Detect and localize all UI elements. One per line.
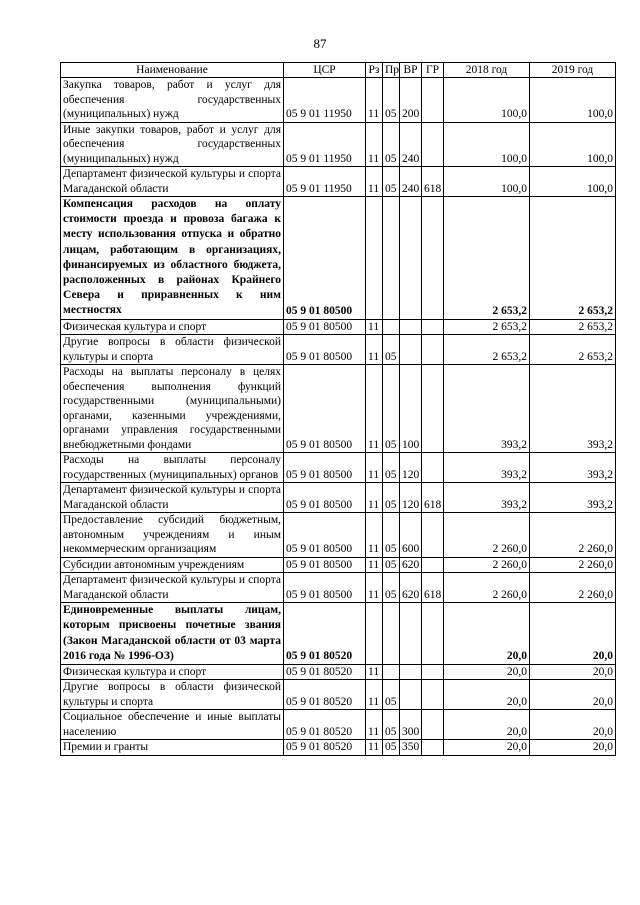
table-row xyxy=(61,122,616,167)
row-pr: 05 xyxy=(383,513,400,558)
row-rz: 11 xyxy=(366,365,383,453)
table-row xyxy=(61,335,616,365)
row-2019: 20,0 xyxy=(530,740,616,756)
row-pr: 05 xyxy=(383,710,400,740)
row-name: Иные закупки товаров, работ и услуг для обеспечения государственных (муниципальных) нужд xyxy=(61,122,284,167)
row-gr xyxy=(422,197,444,320)
row-rz xyxy=(366,603,383,665)
row-csr: 05 9 01 80520 xyxy=(284,680,366,710)
row-vr: 200 xyxy=(400,78,422,123)
row-name: Департамент физической культуры и спорта Магаданской области xyxy=(61,483,284,513)
row-name: Закупка товаров, работ и услуг для обеспечения государственных (муниципальных) нужд xyxy=(61,78,284,123)
row-csr: 05 9 01 80500 xyxy=(284,557,366,573)
row-csr: 05 9 01 80500 xyxy=(284,197,366,320)
row-rz: 11 xyxy=(366,573,383,603)
row-gr xyxy=(422,603,444,665)
row-name: Физическая культура и спорт xyxy=(61,319,284,335)
row-rz xyxy=(366,197,383,320)
row-2019: 20,0 xyxy=(530,710,616,740)
row-csr: 05 9 01 11950 xyxy=(284,167,366,197)
row-pr: 05 xyxy=(383,740,400,756)
row-rz: 11 xyxy=(366,453,383,483)
col-header-2018: 2018 год xyxy=(444,63,530,78)
row-pr: 05 xyxy=(383,557,400,573)
row-csr: 05 9 01 80520 xyxy=(284,710,366,740)
table-row xyxy=(61,603,616,665)
row-2019: 20,0 xyxy=(530,664,616,680)
row-vr xyxy=(400,680,422,710)
table-row xyxy=(61,513,616,558)
row-vr: 300 xyxy=(400,710,422,740)
table-row xyxy=(61,453,616,483)
row-2018: 20,0 xyxy=(444,710,530,740)
row-name: Другие вопросы в области физической культуры и спорта xyxy=(61,335,284,365)
row-vr: 620 xyxy=(400,557,422,573)
row-rz: 11 xyxy=(366,513,383,558)
row-name: Премии и гранты xyxy=(61,740,284,756)
row-rz: 11 xyxy=(366,710,383,740)
row-csr: 05 9 01 80500 xyxy=(284,365,366,453)
row-csr: 05 9 01 80500 xyxy=(284,453,366,483)
row-pr: 05 xyxy=(383,335,400,365)
row-name: Расходы на выплаты персоналу государственных (муниципальных) органов xyxy=(61,453,284,483)
row-2019: 393,2 xyxy=(530,483,616,513)
row-2019: 393,2 xyxy=(530,365,616,453)
table-row xyxy=(61,197,616,320)
row-2018: 20,0 xyxy=(444,664,530,680)
row-name: Социальное обеспечение и иные выплаты населению xyxy=(61,710,284,740)
row-vr: 600 xyxy=(400,513,422,558)
row-gr xyxy=(422,664,444,680)
row-vr: 350 xyxy=(400,740,422,756)
table-row xyxy=(61,365,616,453)
row-gr xyxy=(422,365,444,453)
row-rz: 11 xyxy=(366,483,383,513)
row-pr: 05 xyxy=(383,573,400,603)
row-name: Единовременные выплаты лицам, которым присвоены почетные звания (Закон Магаданской области от 03 марта 2016 года № 1996-ОЗ) xyxy=(61,603,284,665)
row-2018: 393,2 xyxy=(444,453,530,483)
row-2019: 20,0 xyxy=(530,680,616,710)
row-vr: 620 xyxy=(400,573,422,603)
row-rz: 11 xyxy=(366,664,383,680)
table-row xyxy=(61,710,616,740)
col-header-csr: ЦСР xyxy=(284,63,366,78)
row-csr: 05 9 01 80520 xyxy=(284,603,366,665)
row-name: Субсидии автономным учреждениям xyxy=(61,557,284,573)
row-gr xyxy=(422,740,444,756)
row-pr: 05 xyxy=(383,483,400,513)
row-2019: 2 653,2 xyxy=(530,335,616,365)
row-pr xyxy=(383,319,400,335)
row-vr: 120 xyxy=(400,453,422,483)
col-header-name: Наименование xyxy=(61,63,284,78)
row-2018: 20,0 xyxy=(444,680,530,710)
table-row xyxy=(61,664,616,680)
row-2018: 100,0 xyxy=(444,167,530,197)
table-row xyxy=(61,78,616,123)
row-2018: 2 260,0 xyxy=(444,557,530,573)
row-pr: 05 xyxy=(383,122,400,167)
row-gr xyxy=(422,710,444,740)
row-gr: 618 xyxy=(422,483,444,513)
row-csr: 05 9 01 80500 xyxy=(284,513,366,558)
row-pr xyxy=(383,603,400,665)
row-csr: 05 9 01 80500 xyxy=(284,483,366,513)
table-row xyxy=(61,167,616,197)
row-vr xyxy=(400,319,422,335)
row-rz: 11 xyxy=(366,167,383,197)
row-name: Расходы на выплаты персоналу в целях обеспечения выполнения функций государственными (муниципальными) органами, казенными учреждениями, органами управления государственными внебюджетными фондами xyxy=(61,365,284,453)
col-header-gr: ГР xyxy=(422,63,444,78)
row-rz: 11 xyxy=(366,335,383,365)
row-csr: 05 9 01 80500 xyxy=(284,319,366,335)
row-gr xyxy=(422,335,444,365)
row-name: Физическая культура и спорт xyxy=(61,664,284,680)
col-header-rz: Рз xyxy=(366,63,383,78)
row-2019: 100,0 xyxy=(530,78,616,123)
row-csr: 05 9 01 80520 xyxy=(284,740,366,756)
row-vr xyxy=(400,603,422,665)
row-2018: 2 260,0 xyxy=(444,513,530,558)
row-rz: 11 xyxy=(366,122,383,167)
row-2019: 2 260,0 xyxy=(530,573,616,603)
row-pr: 05 xyxy=(383,78,400,123)
row-gr: 618 xyxy=(422,573,444,603)
row-2019: 2 653,2 xyxy=(530,197,616,320)
row-rz: 11 xyxy=(366,78,383,123)
table-row xyxy=(61,319,616,335)
row-name: Департамент физической культуры и спорта Магаданской области xyxy=(61,167,284,197)
row-gr xyxy=(422,122,444,167)
budget-table xyxy=(60,62,616,756)
row-2019: 20,0 xyxy=(530,603,616,665)
row-csr: 05 9 01 11950 xyxy=(284,122,366,167)
row-2018: 393,2 xyxy=(444,483,530,513)
row-pr: 05 xyxy=(383,453,400,483)
row-pr: 05 xyxy=(383,365,400,453)
row-2018: 393,2 xyxy=(444,365,530,453)
page-number: 87 xyxy=(313,36,327,51)
row-gr xyxy=(422,513,444,558)
row-vr: 100 xyxy=(400,365,422,453)
row-csr: 05 9 01 80500 xyxy=(284,335,366,365)
row-2019: 2 260,0 xyxy=(530,557,616,573)
table-body xyxy=(61,78,616,756)
row-pr xyxy=(383,664,400,680)
table-row xyxy=(61,740,616,756)
row-name: Департамент физической культуры и спорта Магаданской области xyxy=(61,573,284,603)
row-gr xyxy=(422,319,444,335)
row-2019: 2 653,2 xyxy=(530,319,616,335)
row-vr: 240 xyxy=(400,167,422,197)
row-rz: 11 xyxy=(366,680,383,710)
row-vr: 240 xyxy=(400,122,422,167)
row-2018: 20,0 xyxy=(444,740,530,756)
row-2018: 100,0 xyxy=(444,78,530,123)
row-csr: 05 9 01 11950 xyxy=(284,78,366,123)
row-csr: 05 9 01 80520 xyxy=(284,664,366,680)
row-2019: 100,0 xyxy=(530,167,616,197)
table-row xyxy=(61,483,616,513)
row-pr: 05 xyxy=(383,167,400,197)
row-2019: 2 260,0 xyxy=(530,513,616,558)
col-header-vr: ВР xyxy=(400,63,422,78)
row-2018: 20,0 xyxy=(444,603,530,665)
row-2018: 2 653,2 xyxy=(444,319,530,335)
row-pr: 05 xyxy=(383,680,400,710)
row-vr xyxy=(400,664,422,680)
row-gr: 618 xyxy=(422,167,444,197)
row-gr xyxy=(422,78,444,123)
header-row xyxy=(61,63,616,78)
row-rz: 11 xyxy=(366,740,383,756)
row-pr xyxy=(383,197,400,320)
row-name: Другие вопросы в области физической культуры и спорта xyxy=(61,680,284,710)
row-vr xyxy=(400,197,422,320)
row-rz: 11 xyxy=(366,557,383,573)
col-header-pr: Пр xyxy=(383,63,400,78)
row-gr xyxy=(422,557,444,573)
row-name: Предоставление субсидий бюджетным, автономным учреждениям и иным некоммерческим организациям xyxy=(61,513,284,558)
col-header-2019: 2019 год xyxy=(530,63,616,78)
row-csr: 05 9 01 80500 xyxy=(284,573,366,603)
row-2019: 100,0 xyxy=(530,122,616,167)
row-gr xyxy=(422,453,444,483)
row-2019: 393,2 xyxy=(530,453,616,483)
row-rz: 11 xyxy=(366,319,383,335)
row-2018: 2 260,0 xyxy=(444,573,530,603)
row-2018: 2 653,2 xyxy=(444,335,530,365)
table-row xyxy=(61,557,616,573)
table-row xyxy=(61,573,616,603)
row-name: Компенсация расходов на оплату стоимости проезда и провоза багажа к месту использования отпуска и обратно лицам, работающим в организациях, финансируемых из областного бюджета, расположенных в районах Крайнего Севера и приравненных к ним местностях xyxy=(61,197,284,320)
row-gr xyxy=(422,680,444,710)
row-2018: 2 653,2 xyxy=(444,197,530,320)
table-row xyxy=(61,680,616,710)
row-vr: 120 xyxy=(400,483,422,513)
row-vr xyxy=(400,335,422,365)
row-2018: 100,0 xyxy=(444,122,530,167)
